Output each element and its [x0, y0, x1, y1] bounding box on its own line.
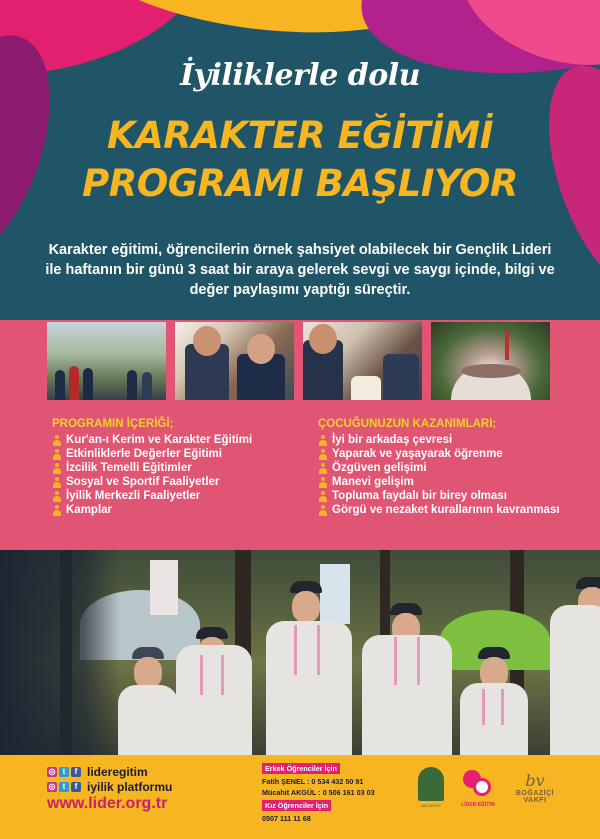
gains-column [318, 418, 578, 517]
gains-list [318, 433, 578, 517]
list-item: Görgü ve nezaket kurallarının kavranması [318, 503, 578, 517]
instagram-icon: ◎ [48, 767, 56, 776]
list-item: Kur'an-ı Kerim ve Karakter Eğitimi [52, 433, 292, 447]
page-title [0, 112, 600, 208]
person-bullet-icon [52, 491, 62, 502]
bogazici-vakfi-logo: bv BOĞAZİÇİ VAKFI [515, 770, 555, 804]
person-bullet-icon [52, 435, 62, 446]
list-item: İyilik Merkezli Faaliyetler [52, 489, 292, 503]
photo-ceremony [47, 322, 166, 400]
title-line-2: PROGRAMI BAŞLIYOR [82, 162, 518, 205]
person-bullet-icon [52, 449, 62, 460]
program-heading: PROGRAMIN İÇERİĞİ; [52, 418, 174, 430]
person-bullet-icon [318, 477, 328, 488]
list-item: Özgüven gelişimi [318, 461, 578, 475]
website-link[interactable]: www.lider.org.tr [47, 795, 168, 812]
list-item: Etkinliklerle Değerler Eğitimi [52, 447, 292, 461]
contact-block [262, 763, 412, 824]
program-column [52, 418, 292, 517]
sponsor-logos [418, 767, 565, 808]
photo-classroom [303, 322, 422, 400]
social-row-lideregitim[interactable] [47, 765, 148, 779]
list-item: Sosyal ve Sportif Faaliyetler [52, 475, 292, 489]
brand-script: İyiliklerle dolu [180, 58, 420, 93]
facebook-icon: f [71, 767, 81, 777]
scouts-photo [0, 550, 600, 755]
lider-logo: LİDER EĞİTİM [461, 768, 495, 808]
twitter-icon: t [59, 767, 69, 777]
title-line-1: KARAKTER EĞİTİMİ [107, 114, 493, 157]
person-bullet-icon [318, 463, 328, 474]
social-handle: iyilik platformu [87, 780, 173, 794]
person-bullet-icon [318, 491, 328, 502]
contact-line: Mücahit AKGÜL : 0 506 161 03 03 [262, 788, 375, 797]
contact-line: 0507 111 11 68 [262, 814, 311, 823]
gains-heading: ÇOCUĞUNUZUN KAZANIMLARI; [318, 418, 497, 430]
photo-strip [47, 322, 554, 402]
person-bullet-icon [52, 463, 62, 474]
twitter-icon: t [59, 782, 69, 792]
facebook-icon: f [71, 782, 81, 792]
social-row-iyilik[interactable] [47, 780, 172, 794]
photo-mushrooms [431, 322, 550, 400]
list-item: Topluma faydalı bir birey olması [318, 489, 578, 503]
person-bullet-icon [318, 435, 328, 446]
instagram-icon: ◎ [48, 782, 56, 791]
list-item: Manevi gelişim [318, 475, 578, 489]
list-item: İzcilik Temelli Eğitimler [52, 461, 292, 475]
program-list [52, 433, 292, 517]
list-item: İyi bir arkadaş çevresi [318, 433, 578, 447]
list-item: Kamplar [52, 503, 292, 517]
contact-line: Fatih ŞENEL : 0 534 432 50 91 [262, 777, 364, 786]
municipal-logo: BELEDİYE [418, 767, 451, 808]
photo-boys-reading [175, 322, 294, 400]
female-contact-tag: Kız Öğrenciler İçin [262, 800, 331, 811]
male-contact-tag: Erkek Öğrenciler İçin [262, 763, 340, 774]
footer [0, 755, 600, 839]
person-bullet-icon [52, 505, 62, 516]
list-item: Yaparak ve yaşayarak öğrenme [318, 447, 578, 461]
person-bullet-icon [318, 449, 328, 460]
intro-paragraph: Karakter eğitimi, öğrencilerin örnek şahsiyet olabilecek bir Gençlik Lideri ile haftanın bir günü 3 saat bir araya gelerek sevgi ve saygı içinde, bilgi ve değer paylaşımı yaptığı süreçtir. [45, 242, 555, 298]
person-bullet-icon [52, 477, 62, 488]
social-handle: lideregitim [87, 765, 148, 779]
person-bullet-icon [318, 505, 328, 516]
